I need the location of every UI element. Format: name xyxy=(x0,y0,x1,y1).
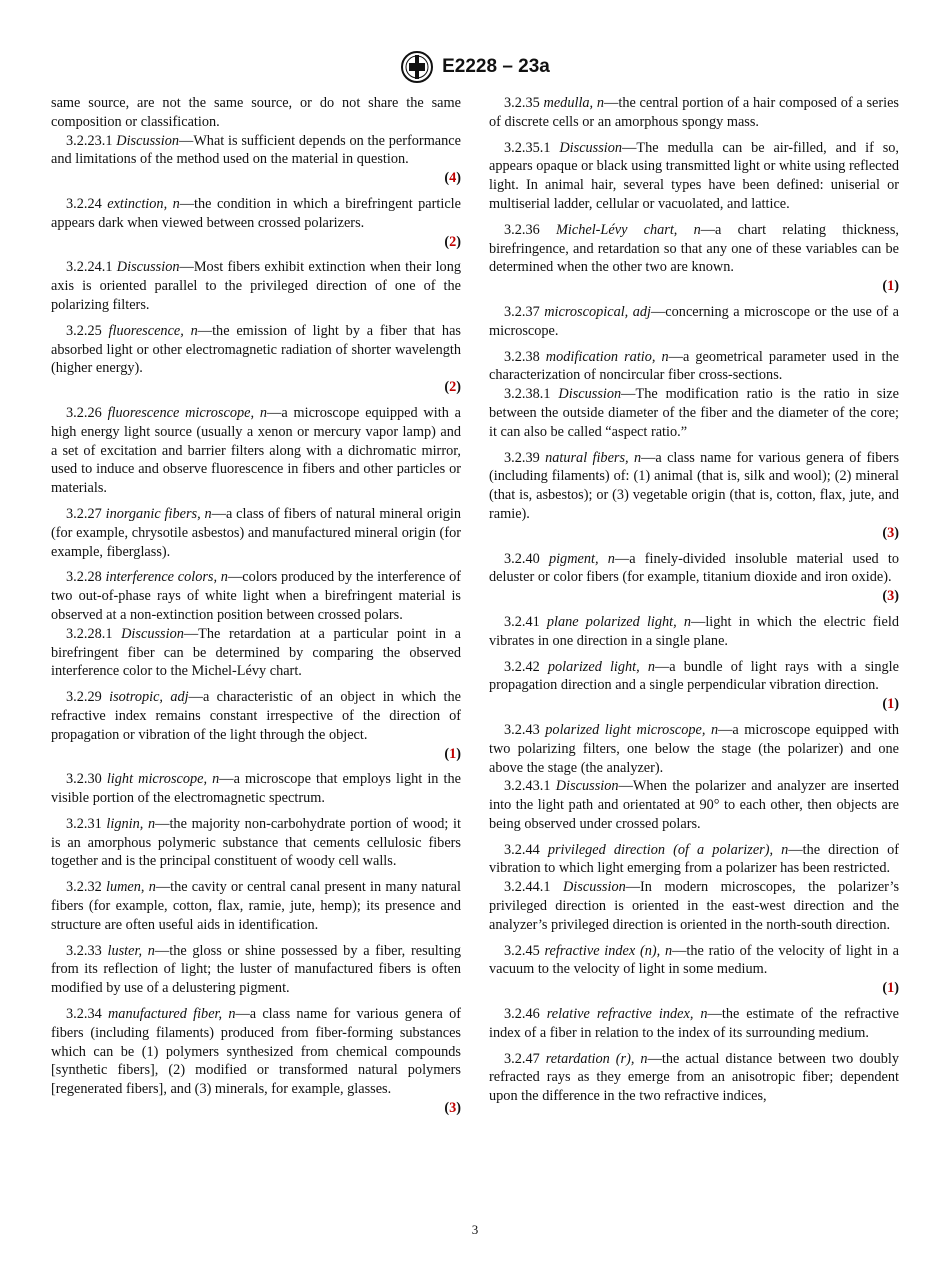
definition-text: —The medulla can be air-filled, and if so, appears opaque or black using transmitted light or white using reflected light. In animal hair, several types have been defined: uniserial or multiserial ladder, cellular or vacuolated, and lattice. xyxy=(489,139,899,212)
section-number: 3.2.35.1 xyxy=(504,139,551,156)
section-number: 3.2.46 xyxy=(504,1006,540,1023)
section-number: 3.2.45 xyxy=(504,942,540,959)
definition-paragraph xyxy=(51,132,461,170)
definition-paragraph xyxy=(51,195,461,233)
section-number: 3.2.33 xyxy=(66,942,102,959)
definition-paragraph xyxy=(51,258,461,314)
definition-paragraph xyxy=(489,385,899,441)
reference-marker: (2) xyxy=(444,379,461,396)
section-number: 3.2.44.1 xyxy=(504,879,551,896)
definition-text: —a microscope that employs light in the visible portion of the electromagnetic spectrum. xyxy=(51,771,461,807)
definition-text: —the condition in which a birefringent particle appears dark when viewed between crossed polarizers. xyxy=(51,195,461,231)
defined-term: inorganic fibers, n xyxy=(105,505,212,522)
definition-text: same source, are not the same source, or do not share the same composition or classification. xyxy=(51,95,461,130)
defined-term: medulla, n xyxy=(543,95,605,111)
definition-text: —The retardation at a particular point in a birefringent fiber can be determined by comparing the observed interference color to the Michel-Lévy chart. xyxy=(51,625,461,680)
astm-logo-icon xyxy=(400,50,434,84)
section-number: 3.2.31 xyxy=(66,815,102,832)
definition-paragraph xyxy=(489,721,899,777)
right-column xyxy=(489,94,899,1106)
section-number: 3.2.29 xyxy=(66,689,102,706)
defined-term: fluorescence microscope, n xyxy=(107,404,268,421)
definition-text: —the majority non-carbohydrate portion of wood; it is an amorphous polymeric substance that cements cellulosic fibers together and is the principal constituent of woody cell walls. xyxy=(51,815,461,870)
definition-text: —When the polarizer and analyzer are inserted into the light path and orientated at 90° to each other, then objects are being observed under crossed polars. xyxy=(489,778,899,832)
definition-paragraph xyxy=(489,1050,899,1106)
definition-paragraph xyxy=(51,625,461,681)
section-number: 3.2.42 xyxy=(504,658,540,675)
defined-term: manufactured fiber, n xyxy=(107,1006,236,1023)
reference-marker: (1) xyxy=(444,745,461,762)
defined-term: modification ratio, n xyxy=(545,348,669,365)
definition-paragraph xyxy=(51,815,461,871)
defined-term: relative refractive index, n xyxy=(546,1006,708,1023)
defined-term: fluorescence, n xyxy=(108,322,198,339)
section-number: 3.2.40 xyxy=(504,550,540,567)
definition-text: —What is sufficient depends on the performance and limitations of the method used on the material in question. xyxy=(51,132,461,168)
definition-paragraph xyxy=(489,94,899,132)
reference-number[interactable]: 2 xyxy=(449,233,457,250)
defined-term: Discussion xyxy=(555,778,619,795)
definition-text: —the ratio of the velocity of light in a vacuum to the velocity of light in some medium. xyxy=(489,942,900,978)
defined-term: isotropic, adj xyxy=(109,689,189,706)
section-number: 3.2.24 xyxy=(66,195,102,212)
section-number: 3.2.39 xyxy=(504,449,540,466)
section-number: 3.2.34 xyxy=(66,1006,102,1023)
defined-term: natural fibers, n xyxy=(545,449,642,466)
definition-paragraph xyxy=(51,404,461,498)
section-number: 3.2.26 xyxy=(66,404,102,421)
definition-text: —the central portion of a hair composed of a series of discrete cells or an amorphous spongy mass. xyxy=(489,95,899,130)
defined-term: light microscope, n xyxy=(106,771,220,788)
definition-text: —the estimate of the refractive index of a fiber in relation to the index of its surrounding medium. xyxy=(489,1006,899,1041)
section-number: 3.2.27 xyxy=(66,505,102,522)
reference-number[interactable]: 3 xyxy=(887,524,895,541)
definition-paragraph xyxy=(51,770,461,808)
reference-number[interactable]: 3 xyxy=(449,1100,457,1117)
definition-paragraph xyxy=(489,1005,899,1043)
definition-paragraph xyxy=(489,303,899,341)
defined-term: plane polarized light, n xyxy=(546,613,692,630)
reference-marker: (2) xyxy=(444,233,461,250)
section-number: 3.2.41 xyxy=(504,613,540,630)
definition-text: —a finely-divided insoluble material used to deluster or color fibers (for example, titanium dioxide and iron oxide). xyxy=(489,550,900,586)
reference-number[interactable]: 1 xyxy=(887,278,895,295)
page-header xyxy=(0,50,950,84)
section-number: 3.2.35 xyxy=(504,95,540,111)
definition-text: —the actual distance between two doubly refracted rays as they emerge from an anisotropic fiber; dependent upon the difference in the two refractive indices, xyxy=(489,1050,899,1105)
defined-term: polarized light microscope, n xyxy=(545,721,719,738)
definition-text: —a microscope equipped with a high energy light source (usually a xenon or mercury vapor lamp) and a set of excitation and barrier filters along with a dichromatic mirror, used to induce and observe fluorescence in fibers and other particles or materials. xyxy=(51,404,462,497)
definition-paragraph xyxy=(489,841,899,879)
section-number: 3.2.28.1 xyxy=(66,625,113,642)
defined-term: lignin, n xyxy=(106,815,156,832)
defined-term: retardation (r), n xyxy=(545,1050,648,1067)
definition-text: —a class name for various genera of fibers (including filaments) produced from fiber-forming substances which can be (1) polymers synthesized from chemical compounds [synthetic fibers], (2) modified or transformed natural polymers [regenerated fibers], and (3) minerals, for example, glasses. xyxy=(51,1006,461,1098)
reference-marker: (4) xyxy=(444,170,461,187)
reference-marker: (3) xyxy=(444,1100,461,1117)
defined-term: Discussion xyxy=(121,625,184,642)
section-number: 3.2.37 xyxy=(504,303,540,320)
definition-paragraph xyxy=(489,613,899,651)
definition-text: —the direction of vibration to which light emerging from a polarizer has been restricted. xyxy=(489,841,899,877)
definition-paragraph xyxy=(489,878,899,934)
definition-text: —a chart relating thickness, birefringence, and retardation so that any one of these variables can be determined when the other two are known. xyxy=(489,221,900,276)
definition-paragraph xyxy=(489,449,899,524)
defined-term: luster, n xyxy=(107,942,155,959)
definition-text: —the gloss or shine possessed by a fiber, resulting from its reflection of light; the luster of manufactured fibers is often modified by use of a delustering pigment. xyxy=(51,942,462,997)
reference-marker: (3) xyxy=(882,588,899,605)
section-number: 3.2.28 xyxy=(66,569,102,586)
definition-text: —a class of fibers of natural mineral origin (for example, chrysotile asbestos) and manufactured mineral origin (for example, fiberglass). xyxy=(51,505,461,560)
definition-paragraph xyxy=(489,777,899,833)
reference-marker: (1) xyxy=(882,696,899,713)
reference-marker: (1) xyxy=(882,278,899,295)
section-number: 3.2.38 xyxy=(504,348,540,365)
reference-number[interactable]: 1 xyxy=(887,980,895,997)
defined-term: microscopical, adj xyxy=(544,303,651,320)
definition-text: —the cavity or central canal present in many natural fibers (for example, cotton, flax, ramie, jute, hemp); its presence and structure are often useful aids in identification. xyxy=(51,879,462,933)
definition-text: —colors produced by the interference of two out-of-phase rays of white light when a birefringent material is observed at a non-extinction position between crossed polars. xyxy=(51,569,461,623)
section-number: 3.2.47 xyxy=(504,1050,540,1067)
defined-term: Discussion xyxy=(116,132,180,149)
definition-paragraph xyxy=(51,688,461,744)
definition-paragraph xyxy=(489,658,899,696)
defined-term: Discussion xyxy=(559,139,623,156)
definition-text: —a geometrical parameter used in the characterization of noncircular fiber cross-sections. xyxy=(489,348,899,384)
defined-term: Discussion xyxy=(562,879,626,896)
definition-paragraph xyxy=(51,568,461,624)
defined-term: polarized light, n xyxy=(547,658,655,675)
section-number: 3.2.43.1 xyxy=(504,778,551,795)
defined-term: lumen, n xyxy=(105,879,156,896)
section-number: 3.2.30 xyxy=(66,771,102,788)
definition-text: —The modification ratio is the ratio in size between the outside diameter of the fiber and the diameter of the core; it can also be called “aspect ratio.” xyxy=(489,386,899,440)
definition-text: —light in which the electric field vibrates in one direction in a single plane. xyxy=(489,613,899,649)
reference-number[interactable]: 2 xyxy=(449,379,457,396)
defined-term: Discussion xyxy=(116,259,180,276)
document-id: E2228 – 23a xyxy=(442,56,550,77)
definition-paragraph xyxy=(51,1005,461,1099)
defined-term: privileged direction (of a polarizer), n xyxy=(547,841,789,858)
definition-text: —the emission of light by a fiber that has absorbed light or other electromagnetic radiation of shorter wavelength (higher energy). xyxy=(51,322,461,377)
left-column xyxy=(51,94,461,1125)
definition-paragraph xyxy=(51,942,461,998)
defined-term: interference colors, n xyxy=(105,569,228,586)
definition-text: —a class name for various genera of fibers (including filaments) of: (1) animal (that is, silk and wool); (2) mineral (that is, asbestos); or (3) vegetable origin (that is, cotton, flax, jute, and ramie). xyxy=(489,449,900,522)
reference-marker: (1) xyxy=(882,980,899,997)
definition-paragraph xyxy=(489,139,899,214)
section-number: 3.2.44 xyxy=(504,841,540,858)
section-number: 3.2.38.1 xyxy=(504,386,551,403)
definition-paragraph xyxy=(489,348,899,386)
definition-paragraph xyxy=(489,550,899,588)
definition-text: —a microscope equipped with two polarizing filters, one below the stage (the polarizer) and one above the stage (the analyzer). xyxy=(489,721,900,776)
definition-text: —Most fibers exhibit extinction when their long axis is oriented parallel to the privileged direction of one of the polarizing filters. xyxy=(51,259,461,313)
reference-number[interactable]: 1 xyxy=(887,696,895,713)
definition-paragraph xyxy=(489,221,899,277)
section-number: 3.2.24.1 xyxy=(66,259,113,276)
reference-number[interactable]: 1 xyxy=(449,745,457,762)
definition-paragraph xyxy=(489,942,899,980)
reference-marker: (3) xyxy=(882,524,899,541)
definition-text: —a characteristic of an object in which the refractive index remains constant irrespective of the direction of propagation or vibration of the light through the object. xyxy=(51,689,461,743)
section-number: 3.2.25 xyxy=(66,322,102,339)
defined-term: refractive index (n), n xyxy=(544,942,673,959)
section-number: 3.2.32 xyxy=(66,879,102,896)
section-number: 3.2.43 xyxy=(504,721,540,738)
defined-term: Discussion xyxy=(558,386,622,403)
definition-paragraph xyxy=(51,322,461,378)
definition-text: —concerning a microscope or the use of a microscope. xyxy=(489,303,899,339)
defined-term: Michel-Lévy chart, n xyxy=(555,221,701,238)
reference-number[interactable]: 3 xyxy=(887,588,895,605)
text-paragraph xyxy=(51,94,461,132)
defined-term: extinction, n xyxy=(107,195,180,212)
definition-paragraph xyxy=(51,878,461,934)
defined-term: pigment, n xyxy=(548,550,615,567)
section-number: 3.2.23.1 xyxy=(66,132,113,149)
page-number: 3 xyxy=(471,1222,479,1237)
definition-text: —In modern microscopes, the polarizer’s privileged direction is oriented in the east-west direction and the analyzer’s privileged direction is oriented in the north-south direction. xyxy=(489,879,900,933)
definition-text: —a bundle of light rays with a single propagation direction and a single perpendicular vibration direction. xyxy=(489,658,899,694)
reference-number[interactable]: 4 xyxy=(449,170,457,187)
definition-paragraph xyxy=(51,505,461,561)
section-number: 3.2.36 xyxy=(504,221,540,238)
